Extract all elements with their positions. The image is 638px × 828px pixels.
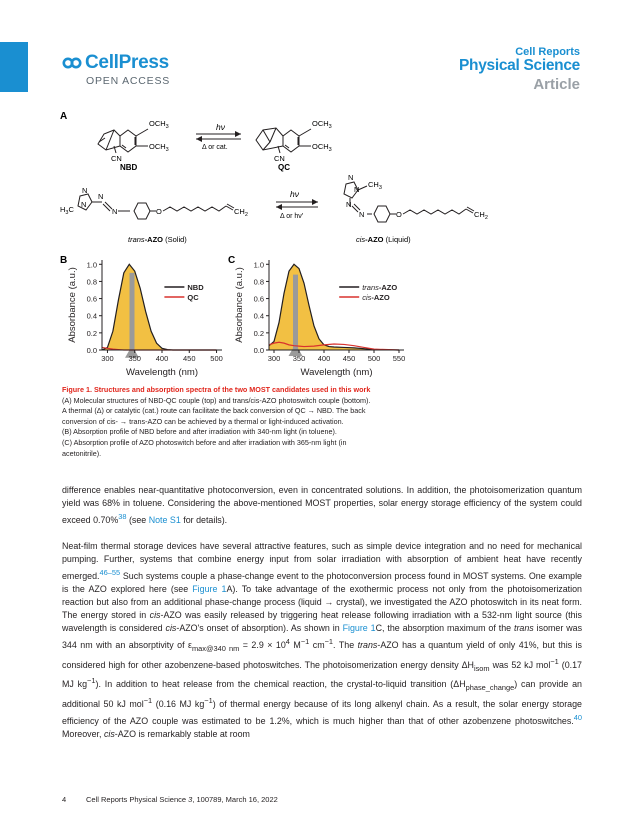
figure-1a-link[interactable]: Figure 1 [192,583,227,594]
journal-line2: Physical Science [458,57,580,74]
azo-forward-arrowhead [312,199,318,205]
trans-azo-label: trans-AZO (Solid) [128,235,187,244]
qc-label: QC [278,163,290,172]
chart-b-legend-label-0: NBD [187,283,204,292]
figure-1-svg [56,106,586,381]
cis-azo-n2: N [354,185,360,194]
chart-c-ytick-label-4: 0.8 [253,277,264,287]
chart-c-ytick-label-5: 1.0 [253,260,264,270]
chart-c-xtick-label-2: 400 [317,354,331,363]
reference-38[interactable]: 38 [118,512,127,521]
chart-b-ytick-label-4: 0.8 [86,277,97,287]
qc-och3-bottom: $OCH_3$ [312,142,332,153]
chart-b-area-fill [102,264,217,350]
chart-c-legend-label-0: trans-AZO [362,283,398,292]
note-s1-link[interactable]: Note S1 [148,514,181,525]
chart-c-ytick-label-2: 0.4 [253,311,264,321]
qc-cn: CN [274,154,285,163]
caption-line-c2: acetonitrile). [62,448,102,458]
azo-back-arrowhead [276,204,282,210]
journal-title [459,46,580,93]
qc-och3-top: $OCH_3$ [312,119,332,130]
cis-azo-n4: N [359,210,365,219]
chart-c-xtick-label-1: 350 [292,354,306,363]
chart-c-legend-label-1: cis-AZO [362,293,390,302]
chart-b-xlabel: Wavelength (nm) [126,367,198,378]
cis-azo-ch2: $CH_2$ [474,210,488,221]
page-number: 4 [62,795,67,804]
chart-panel-c [234,260,405,378]
chart-b-xtick-label-1: 350 [128,354,141,363]
chart-c-xtick-label-4: 500 [367,354,381,363]
chart-b-xtick-label-4: 500 [210,354,223,363]
chart-c-xtick-label-5: 550 [392,354,406,363]
chart-b-ytick-label-3: 0.6 [86,294,97,304]
reference-40[interactable]: 40 [573,713,582,723]
chart-c-ytick-label-0: 0.0 [253,346,264,355]
chart-b-ytick-label-0: 0.0 [86,346,97,355]
chart-panel-b [67,260,223,378]
chart-c-ytick-label-1: 0.2 [253,328,264,338]
chart-b-xtick-label-3: 450 [183,354,196,363]
trans-azo-n2: N [81,200,87,209]
trans-azo-ch2: $CH_2$ [234,207,248,218]
paragraph-2: Neat-film thermal storage devices have several attractive features, such as simple device integration and no need for mechanical pumping. Further, systems that combine energy input from solar irradiation with absorption of ambient heat have recently emerged.$^{46-55}$ Such systems couple a phase-change event to the photoconversion process found in MOST systems. One example is the AZO explored here (see Figure 1A). To take advantage of the exothermic process not only from the photoisomerization reaction but also from an additional phase-change process (liquid → crystal), we investigated the AZO photoswitch in its neat form. The energy stored in cis-AZO was easily released by triggering heat release following irradiation with a 532-nm light source (this wavelength is considered cis-AZO's onset of absorption). As shown in Figure 1C, the absorption maximum of the trans isomer was 344 nm with an absorptivity of $\varepsilon_{max@340 nm} = 2.9 \times 10^4$ $M^{-1}$ $cm^{-1}$. The trans-AZO has a quantum yield of only 41%, but this is considered high for other azobenzene-based photoswitches. The photoisomerization energy density $\Delta H_{isom}$ was 52 kJ mol$^{-1}$ (0.17 MJ $kg^{-1}$). In addition to heat release from the chemical reaction, the crystal-to-liquid transition $(\Delta H_{phase\_change})$ can provide an additional 50 kJ mol$^{-1}$ (0.16 MJ $kg^{-1}$) of thermal energy because of its long alkenyl chain. As a result, the solar energy storage efficiency of the AZO couple was estimated to be 1.2%, which is much higher than that of other azobenzene photoswitches.$^{40}$ Moreover, cis-AZO is remarkably stable at room [62,540,583,740]
chart-c-xtick-label-0: 300 [267,354,281,363]
footer-citation: Cell Reports Physical Science 3, 100789, March 16, 2022 [86,795,278,804]
chart-c-xlabel: Wavelength (nm) [300,367,373,378]
caption-line-a1: (A) Molecular structures of NBD-QC couple (top) and trans/cis-AZO photoswitch couple (bottom). [62,395,371,405]
nbd-och3-bottom: $OCH_3$ [149,142,169,153]
chart-c-xtick-label-3: 450 [342,354,356,363]
caption-line-a3: conversion of cis- → trans-AZO can be achieved by a thermal or light-induced activation. [62,416,344,426]
chart-c-area-fill [269,264,399,350]
cis-azo-n3: N [346,200,352,209]
nbd-back-arrowhead [196,136,202,142]
trans-azo-n3: N [98,192,104,201]
trans-azo-n4: N [112,207,118,216]
chart-b-ytick-label-5: 1.0 [86,260,97,270]
azo-delta-hv: Δ or hν′ [280,213,304,220]
chart-b-ytick-label-1: 0.2 [86,328,97,338]
panel-b-label: B [60,255,68,266]
cis-azo-o: O [396,210,402,219]
chart-c-ytick-label-3: 0.6 [253,294,264,304]
panel-c-label: C [228,255,236,266]
qc-structure [256,128,311,153]
reference-46-55[interactable]: 46–55 [99,567,121,577]
chart-b-xtick-label-0: 300 [101,354,114,363]
caption-line-c1: (C) Absorption profile of AZO photoswitch before and after irradiation with 365-nm light (in [62,437,347,447]
azo-hv: hν [290,189,299,199]
cellpress-icon [62,55,82,71]
nbd-cn: CN [111,154,122,163]
publisher-logo [62,52,170,87]
chart-b-xtick-label-2: 400 [155,354,169,363]
open-access-label: OPEN ACCESS [86,75,171,87]
nbd-forward-arrowhead [235,131,241,137]
caption-line-b: (B) Absorption profile of NBD before and after irradiation with 340-nm light (in toluene). [62,427,337,437]
chart-c-ylabel: Absorbance (a.u.) [234,267,245,343]
paragraph-1: difference enables near-quantitative photoconversion, even in concentrated solutions. In addition, the photoisomerization quantum yield was 68% in toluene. Considering the above-mentioned MOST properties, solar energy storage efficiency of the system could exceed 0.70%$^{38}$ (see Note S1 for details). [62,485,582,525]
caption-title: Figure 1. Structures and absorption spectra of the two MOST candidates used in this work [62,385,371,394]
nbd-delta-cat: Δ or cat. [202,144,228,151]
trans-azo-n1: N [82,186,88,195]
trans-azo-h3c: $H_3C$ [60,205,74,216]
cis-azo-ch3: $CH_3$ [368,180,382,191]
journal-line1: Cell Reports [515,46,580,58]
publisher-name: CellPress [85,52,169,73]
page-footer [62,795,278,804]
nbd-hv: hν [216,122,225,132]
trans-azo-o: O [156,207,162,216]
chart-b-ylabel: Absorbance (a.u.) [67,267,78,343]
chart-b-ytick-label-2: 0.4 [86,311,97,321]
figure-1 [56,106,586,381]
nbd-structure [98,129,148,153]
figure-caption [62,385,582,459]
chart-b-legend-label-1: QC [187,293,199,302]
header-blue-tab [0,42,28,92]
nbd-och3-top: $OCH_3$ [149,119,169,130]
body-text [62,484,582,754]
figure-1c-link[interactable]: Figure 1 [342,622,376,633]
panel-a-label: A [60,111,68,122]
article-type: Article [533,76,580,93]
cis-azo-n1: N [348,173,354,182]
nbd-label: NBD [120,163,138,172]
cis-azo-label: cis-AZO (Liquid) [356,235,411,244]
caption-line-a2: A thermal (Δ) or catalytic (cat.) route can facilitate the back conversion of QC → NBD. The back [62,406,366,416]
